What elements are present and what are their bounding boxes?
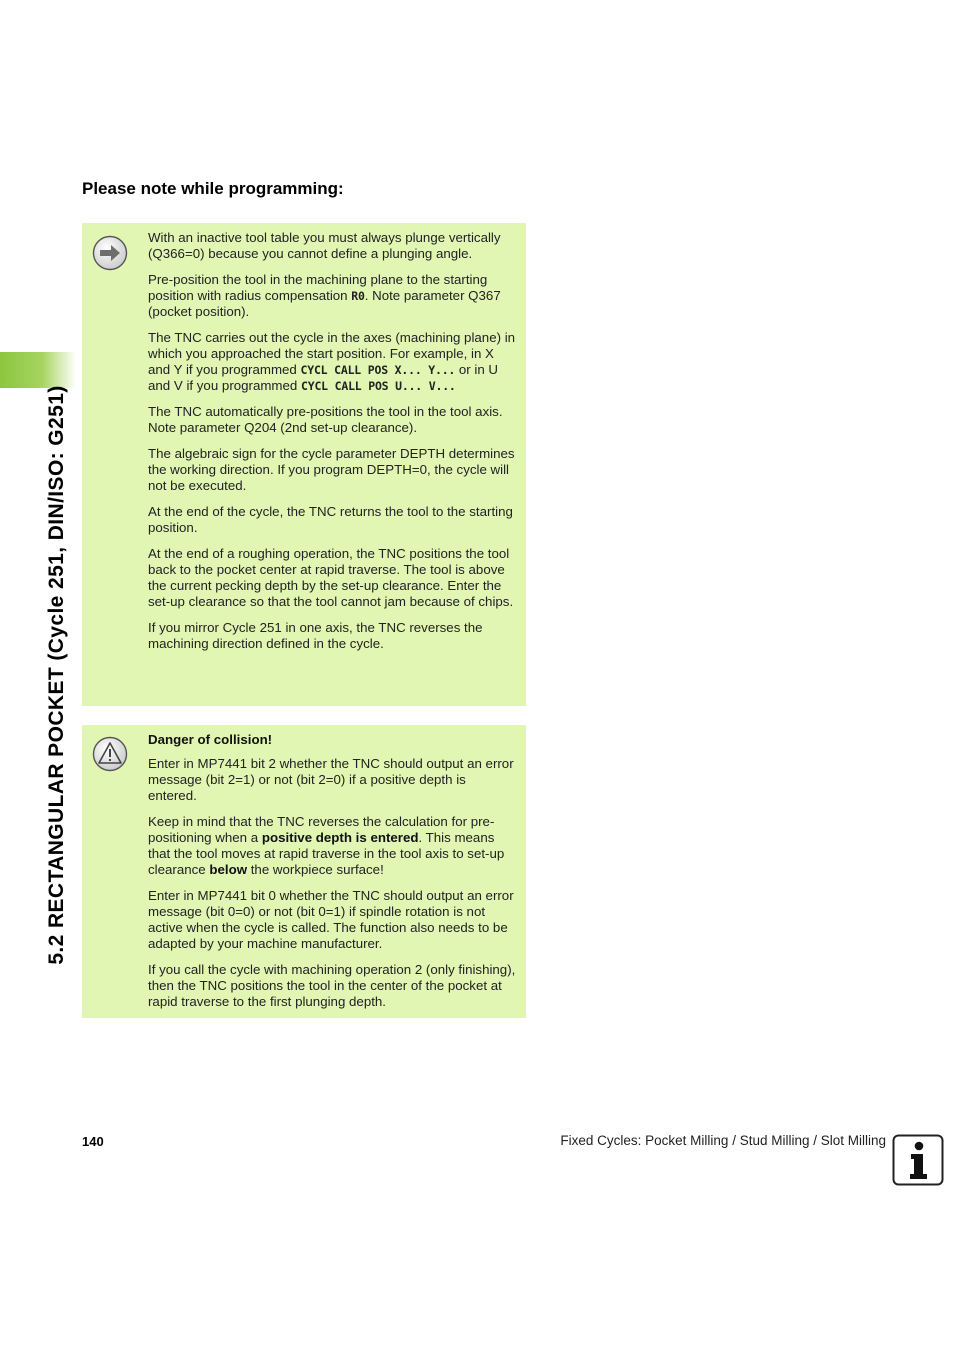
side-chapter-title: 5.2 RECTANGULAR POCKET (Cycle 251, DIN/ISO: G251): [45, 385, 68, 965]
note-paragraph: If you mirror Cycle 251 in one axis, the TNC reverses the machining direction defined in the cycle.: [148, 620, 483, 651]
note-paragraph: The TNC automatically pre-positions the tool in the tool axis. Note parameter Q204 (2nd set-up clearance).: [148, 404, 503, 435]
note-paragraph: The TNC carries out the cycle in the axes (machining plane) in which you approached the start position. For example, in X and Y if you programmed CYCL CALL POS X... Y... or in U and V if you programmed CYCL CALL POS U... V...: [148, 330, 516, 393]
info-icon: [892, 1134, 944, 1191]
code-snippet: CYCL CALL POS U... V...: [301, 379, 456, 393]
section-heading: Please note while programming:: [82, 179, 344, 198]
warning-title: Danger of collision!: [148, 732, 273, 747]
note-paragraph: With an inactive tool table you must always plunge vertically (Q366=0) because you cannot define a plunging angle.: [148, 230, 501, 261]
chapter-footer-title: Fixed Cycles: Pocket Milling / Stud Milling / Slot Milling: [560, 1133, 886, 1148]
warning-paragraph: If you call the cycle with machining operation 2 (only finishing), then the TNC positions the tool in the center of the pocket at rapid traverse to the first plunging depth.: [148, 962, 516, 1009]
code-snippet: CYCL CALL POS X... Y...: [300, 363, 456, 377]
warning-paragraph: Enter in MP7441 bit 0 whether the TNC should output an error message (bit 0=0) or not (bit 0=1) if spindle rotation is not active when the cycle is called. The function also needs to be adapted by your machine manufacturer.: [148, 888, 514, 951]
warning-box: [82, 725, 526, 1018]
page-number: 140: [82, 1134, 104, 1149]
warning-paragraph: Enter in MP7441 bit 2 whether the TNC should output an error message (bit 2=1) or not (bit 2=0) if a positive depth is entered.: [148, 756, 514, 803]
note-paragraph: The algebraic sign for the cycle parameter DEPTH determines the working direction. If you program DEPTH=0, the cycle will not be executed.: [148, 446, 515, 493]
note-paragraph: At the end of the cycle, the TNC returns the tool to the starting position.: [148, 504, 513, 535]
chapter-tab-marker: [0, 352, 76, 388]
warning-triangle-icon: [92, 736, 128, 777]
code-snippet: R0: [351, 289, 365, 303]
note-paragraph: At the end of a roughing operation, the TNC positions the tool back to the pocket center at rapid traverse. The tool is above the current pecking depth by the set-up clearance. Enter the set-up clearance so that the tool cannot jam because of chips.: [148, 546, 514, 609]
note-paragraph: Pre-position the tool in the machining plane to the starting position with radius compensation R0. Note parameter Q367 (pocket position).: [148, 272, 501, 319]
arrow-right-icon: [92, 235, 128, 276]
warning-paragraph: Keep in mind that the TNC reverses the calculation for pre-positioning when a positive depth is entered. This means that the tool moves at rapid traverse in the tool axis to set-up clearance below the workpiece surface!: [148, 814, 505, 877]
note-box: [82, 223, 526, 706]
